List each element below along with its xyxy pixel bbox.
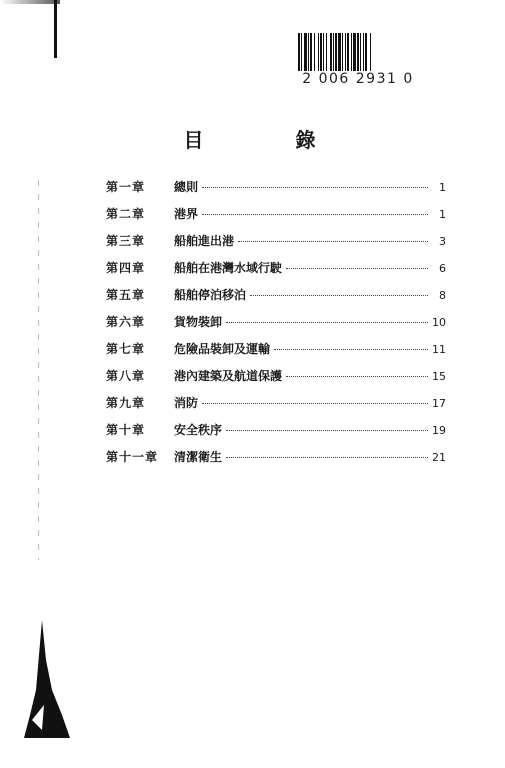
toc-page-number: 11 (432, 343, 446, 356)
toc-leader-dots (226, 322, 428, 323)
toc-row (106, 313, 446, 340)
toc-chapter: 第六章 (106, 315, 146, 329)
toc-title: 船舶停泊移泊 (174, 288, 247, 302)
toc-title: 港界 (174, 207, 199, 221)
toc-chapter: 第八章 (106, 369, 146, 383)
barcode (298, 33, 418, 85)
barcode-bars (298, 33, 418, 71)
toc-page-number: 15 (432, 370, 446, 383)
toc-leader-dots (238, 241, 428, 242)
toc-leader-dots (202, 214, 428, 215)
toc-chapter: 第一章 (106, 180, 146, 194)
toc-page-number: 3 (439, 235, 446, 248)
toc-chapter: 第三章 (106, 234, 146, 248)
toc-page-number: 1 (439, 181, 446, 194)
toc-chapter: 第十章 (106, 423, 146, 437)
toc-page-number: 21 (432, 451, 446, 464)
toc-leader-dots (202, 187, 428, 188)
toc-row (106, 178, 446, 205)
barcode-number: 2 006 2931 0 (302, 71, 414, 87)
toc-row (106, 421, 446, 448)
scan-mark (0, 0, 60, 4)
toc-title: 清潔衛生 (174, 450, 223, 464)
toc-leader-dots (226, 457, 428, 458)
toc-title: 貨物裝卸 (174, 315, 223, 329)
toc-row (106, 394, 446, 421)
toc-leader-dots (226, 430, 428, 431)
scan-blot (22, 620, 72, 740)
table-of-contents (106, 178, 446, 475)
page-edge-shadow (38, 180, 39, 560)
toc-title: 消防 (174, 396, 199, 410)
toc-page-number: 19 (432, 424, 446, 437)
toc-leader-dots (202, 403, 428, 404)
toc-page-number: 17 (432, 397, 446, 410)
toc-title: 安全秩序 (174, 423, 223, 437)
toc-row (106, 367, 446, 394)
toc-title: 危險品裝卸及運輸 (174, 342, 271, 356)
barcode-bar (371, 33, 372, 71)
toc-chapter: 第十一章 (106, 450, 159, 464)
toc-title: 船舶進出港 (174, 234, 235, 248)
toc-leader-dots (250, 295, 428, 296)
toc-chapter: 第四章 (106, 261, 146, 275)
toc-title: 總則 (174, 180, 199, 194)
toc-chapter: 第九章 (106, 396, 146, 410)
toc-title: 港內建築及航道保護 (174, 369, 283, 383)
toc-page-number: 10 (432, 316, 446, 329)
toc-page-number: 8 (439, 289, 446, 302)
toc-chapter: 第七章 (106, 342, 146, 356)
toc-chapter: 第五章 (106, 288, 146, 302)
scan-mark (54, 0, 57, 58)
toc-leader-dots (286, 376, 428, 377)
toc-row (106, 340, 446, 367)
toc-row (106, 259, 446, 286)
toc-leader-dots (286, 268, 428, 269)
toc-title: 船舶在港灣水域行駛 (174, 261, 283, 275)
toc-page-number: 1 (439, 208, 446, 221)
toc-row (106, 205, 446, 232)
toc-row (106, 232, 446, 259)
toc-row (106, 448, 446, 475)
toc-row (106, 286, 446, 313)
toc-chapter: 第二章 (106, 207, 146, 221)
toc-leader-dots (274, 349, 428, 350)
toc-page-number: 6 (439, 262, 446, 275)
page-title: 目 錄 (183, 128, 352, 152)
